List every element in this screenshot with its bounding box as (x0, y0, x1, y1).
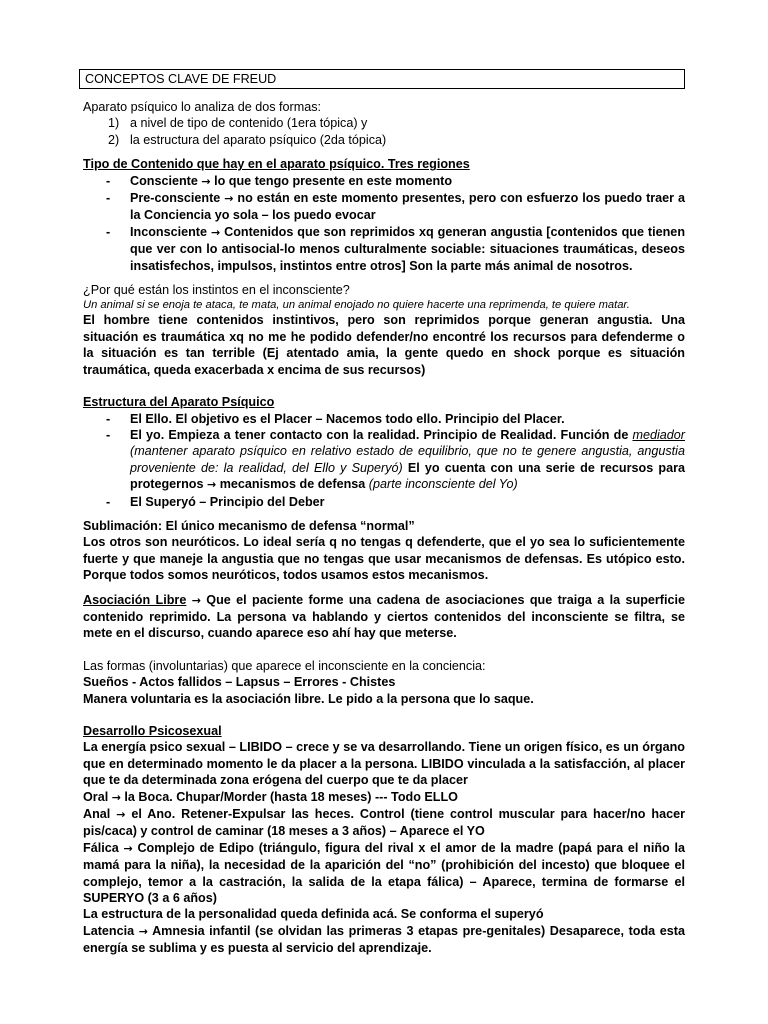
item-text: El Ello. El objetivo es el Placer – Nacemos todo ello. Principio del Placer. (130, 411, 565, 426)
list-item: - Consciente → lo que tengo presente en este momento (106, 173, 453, 188)
list-number: 2) (108, 132, 120, 147)
item-text: El Superyó – Principio del Deber (130, 494, 325, 509)
list-item-text: a nivel de tipo de contenido (1era tópica) y (130, 116, 368, 131)
list-item (83, 115, 685, 131)
intro-line: Aparato psíquico lo analiza de dos formas: (83, 100, 322, 114)
stage-text: Amnesia infantil (se olvidan las primeras 3 etapas pre-genitales) Desaparece, toda esta energía se sublima y es puesta al servicio del aprendizaje. (83, 923, 685, 956)
arrow-icon: → (206, 478, 217, 492)
estructura-heading: Estructura del Aparato Psíquico (83, 395, 275, 410)
estructura-definida: La estructura de la personalidad queda definida acá. Se conforma el superyó (83, 907, 544, 922)
desarrollo-heading: Desarrollo Psicosexual (83, 724, 222, 738)
item-text: mecanismos de defensa (216, 477, 369, 492)
arrow-icon: → (123, 841, 133, 855)
item-label: Pre-consciente (130, 191, 221, 206)
stage-label: Anal (83, 807, 111, 822)
stage-label: Latencia (83, 923, 135, 938)
item-italic: (parte inconsciente del Yo) (368, 477, 518, 492)
intro-list (83, 115, 685, 148)
document-body (83, 99, 685, 957)
list-item: - Pre-consciente → no están en este momento presentes, pero con esfuerzo los puedo traer a la Conciencia yo sola – los puedo evocar (106, 191, 686, 223)
sublimacion-paragraph: Los otros son neuróticos. Lo ideal sería q no tengas q defenderte, que el yo sea lo suficientemente fuerte y que maneje la angustia que no tengas que usar mecanismos de defensas. Es utópico esto. Porque todos somos neuróticos, todos usamos estos mecanismos. (83, 535, 685, 583)
item-italic: (mantener aparato psíquico en relativo estado de equilibrio, que no te genere angustia, angustia proveniente de: la realidad, del Ello y Superyó) (130, 444, 685, 475)
formas-line: Las formas (involuntarias) que aparece el inconsciente en la conciencia: (83, 658, 486, 673)
arrow-icon: → (138, 924, 148, 938)
stage-oral (83, 789, 685, 806)
stage-label: Oral (83, 789, 109, 804)
item-label: Inconsciente (130, 224, 207, 239)
item-text: El yo. Empieza a tener contacto con la realidad. Principio de Realidad. Función de (130, 427, 633, 442)
formas-voluntary: Manera voluntaria es la asociación libre. Le pido a la persona que lo saque. (83, 691, 534, 706)
list-item: - El yo. Empieza a tener contacto con la realidad. Principio de Realidad. Función de mediador (mantener aparato psíquico en relativo estado de equilibrio, que no te genere angustia, angustia proveniente de: la realidad, del Ello y Superyó) El yo cuenta con una serie de recursos para protegernos → mecanismos de defensa (parte inconsciente del Yo) (106, 427, 685, 492)
asociacion-text: Que el paciente forme una cadena de asociaciones que traiga a la superficie contenido reprimido. La persona va hablando y ciertos contenidos del inconsciente se filtra, se mete en el discurso, cuando aparece eso ahí hay que meterse. (83, 592, 685, 641)
tipo-heading: Tipo de Contenido que hay en el aparato psíquico. Tres regiones (83, 157, 470, 172)
porque-paragraph: El hombre tiene contenidos instintivos, pero son reprimidos porque generan angustia. Una situación es traumática xq no me he podido defender/no encontré los recursos para defenderme o la situación es tan terrible (Ej atentado amia, la gente quedo en shock porque es situación traumática, queda exacerbada x encima de sus recursos) (83, 313, 685, 377)
document-title: CONCEPTOS CLAVE DE FREUD (79, 69, 685, 89)
item-text: El yo cuenta con una serie de recursos para protegernos (130, 460, 685, 492)
arrow-icon: → (111, 790, 121, 804)
list-item (83, 132, 685, 148)
mediador-term: mediador (632, 427, 685, 442)
asociacion-paragraph (83, 592, 685, 642)
list-item: - Inconsciente → Contenidos que son reprimidos xq generan angustia [contenidos que tienen que ver con lo antisocial-lo menos culturalmente sociable: situaciones traumáticas, deseos insatisfechos, impulsos, instintos entre otros] Son la parte más animal de nosotros. (106, 224, 686, 273)
arrow-icon: → (201, 174, 211, 188)
stage-falica (83, 840, 685, 907)
estructura-list (83, 411, 685, 510)
list-item: - El Superyó – Principio del Deber (106, 494, 325, 509)
formas-list: Sueños - Actos fallidos – Lapsus – Errores - Chistes (83, 675, 396, 690)
arrow-icon: → (224, 192, 234, 206)
stage-anal (83, 806, 685, 840)
item-text: no están en este momento presentes, pero con esfuerzo los puedo traer a la Conciencia yo sola – los puedo evocar (130, 191, 686, 223)
porque-question: ¿Por qué están los instintos en el inconsciente? (83, 283, 350, 298)
asociacion-label: Asociación Libre (83, 592, 187, 607)
stage-text: el Ano. Retener-Expulsar las heces. Control (tiene control muscular para hacer/no hacer pis/caca) y control de caminar (18 meses a 3 años) – Aparece el YO (83, 807, 685, 839)
list-item-text: la estructura del aparato psíquico (2da tópica) (130, 132, 387, 147)
item-label: Consciente (130, 173, 198, 188)
desarrollo-intro: La energía psico sexual – LIBIDO – crece y se va desarrollando. Tiene un origen físico, es un órgano que en determinado momento le da placer a la persona. LIBIDO vinculada a la satisfacción, al placer que te da determinada zona erógena del cuerpo que te da placer (83, 740, 685, 788)
arrow-icon: → (116, 808, 126, 822)
stage-label: Fálica (83, 840, 119, 855)
arrow-icon: → (191, 593, 201, 607)
stage-text: Complejo de Edipo (triángulo, figura del rival x el amor de la madre (papá para el niño la mamá para la niña), la necesidad de la aparición del “no” (prohibición del incesto) que bloquee el complejo, temor a la castración, la salida de la etapa fálica) – Aparece, termina de formarse el SUPERYO (3 a 6 años) (83, 840, 686, 906)
stage-text: la Boca. Chupar/Morder (hasta 18 meses) --- Todo ELLO (124, 789, 458, 804)
item-text: Contenidos que son reprimidos xq generan angustia [contenidos que tienen que ver con lo antisocial-lo menos culturalmente sociable: situaciones traumáticas, deseos insatisfechos, impulsos, instintos entre otros] Son la parte más animal de nosotros. (130, 224, 686, 273)
sublimacion-line: Sublimación: El único mecanismo de defensa “normal” (83, 518, 415, 533)
stage-latencia (83, 923, 685, 957)
tipo-list (83, 173, 685, 274)
porque-note: Un animal si se enoja te ataca, te mata, un animal enojado no quiere hacerte una reprimenda, te quiere matar. (83, 299, 630, 312)
list-item: - El Ello. El objetivo es el Placer – Nacemos todo ello. Principio del Placer. (106, 411, 565, 426)
arrow-icon: → (210, 225, 221, 239)
item-text: lo que tengo presente en este momento (214, 173, 453, 188)
list-number: 1) (108, 116, 120, 131)
